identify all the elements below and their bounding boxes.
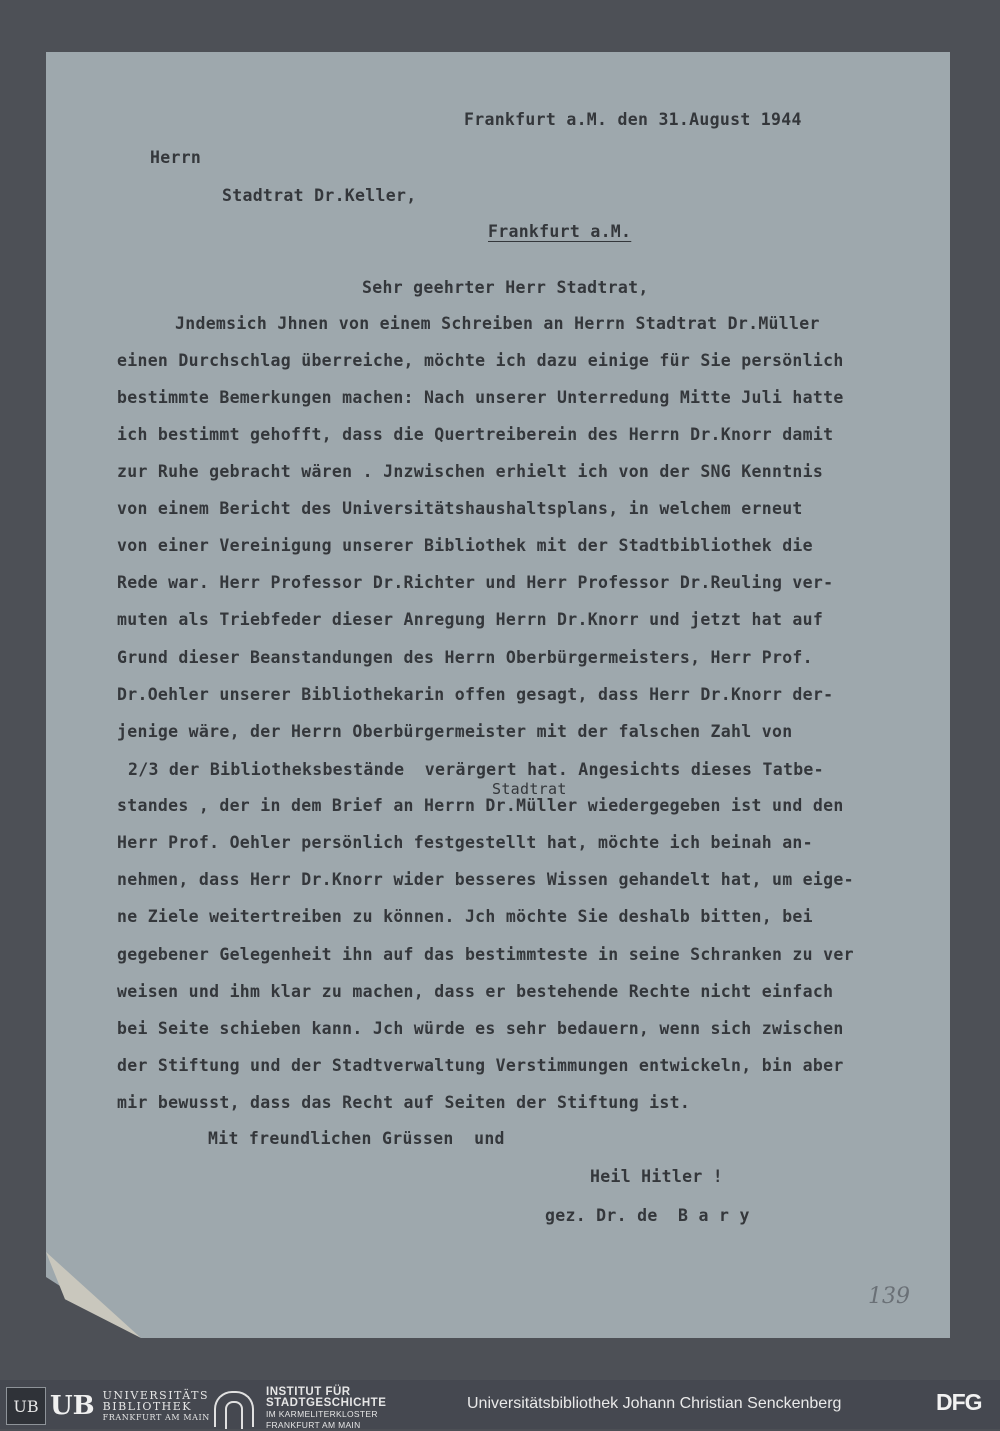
body-line: von einem Bericht des Universitätshaushaltsplans, in welchem erneut [117,499,803,518]
body-line: nehmen, dass Herr Dr.Knorr wider besseres Wissen gehandelt hat, um eige- [117,870,854,889]
pencil-folio-number: 139 [868,1284,910,1309]
dfg-logo[interactable]: DFG [936,1389,982,1415]
body-line: ne Ziele weitertreiben zu können. Jch möchte Sie deshalb bitten, bei [117,907,813,926]
recipient-salutation: Herrn [150,148,202,167]
body-line: einen Durchschlag überreiche, möchte ich dazu einige für Sie persönlich [117,351,844,370]
body-line: Rede war. Herr Professor Dr.Richter und Herr Professor Dr.Reuling ver- [117,573,834,592]
body-line: weisen und ihm klar zu machen, dass er bestehende Rechte nicht einfach [117,982,834,1001]
ifs-logo[interactable] [214,1387,386,1431]
body-line: standes , der in dem Brief an Herrn Dr.Müller wiedergegeben ist und den [117,796,844,815]
date-line: Frankfurt a.M. den 31.August 1944 [464,110,802,129]
body-line: mir bewusst, dass das Recht auf Seiten der Stiftung ist. [117,1093,691,1112]
signature: gez. Dr. de B a r y [545,1206,750,1225]
body-line: Jndemsich Jhnen von einem Schreiben an Herrn Stadtrat Dr.Müller [175,314,820,333]
body-line: bei Seite schieben kann. Jch würde es sehr bedauern, wenn sich zwischen [117,1019,844,1038]
ub-text [103,1390,210,1423]
interlinear-insert: Stadtrat [492,780,567,798]
ub-emblem-icon: UB [6,1387,46,1425]
closing-salute: Heil Hitler ! [590,1167,724,1186]
ifs-line-3: IM KARMELITERKLOSTER [266,1409,378,1419]
ub-wordmark: UB [50,1391,95,1421]
body-line: jenige wäre, der Herrn Oberbürgermeister mit der falschen Zahl von [117,722,793,741]
body-line: Herr Prof. Oehler persönlich festgestellt hat, möchte ich beinah an- [117,833,813,852]
body-line: der Stiftung und der Stadtverwaltung Verstimmungen entwickeln, bin aber [117,1056,844,1075]
body-line: 2/3 der Bibliotheksbestände verärgert hat. Angesichts dieses Tatbe- [128,760,824,779]
greeting: Sehr geehrter Herr Stadtrat, [362,278,649,297]
ub-logo[interactable] [6,1387,210,1425]
body-line: von einer Vereinigung unserer Bibliothek mit der Stadtbibliothek die [117,536,813,555]
body-line: gegebener Gelegenheit ihn auf das bestimmteste in seine Schranken zu ver [117,945,854,964]
body-line: Dr.Oehler unserer Bibliothekarin offen gesagt, dass Herr Dr.Knorr der- [117,685,834,704]
body-line: ich bestimmt gehofft, dass die Quertreiberein des Herrn Dr.Knorr damit [117,425,834,444]
recipient-city: Frankfurt a.M. [488,222,632,241]
body-line: bestimmte Bemerkungen machen: Nach unserer Unterredung Mitte Juli hatte [117,388,844,407]
ifs-text [266,1387,386,1431]
ub-line-1: UNIVERSITÄTS [102,1388,209,1402]
body-line: muten als Triebfeder dieser Anregung Herrn Dr.Knorr und jetzt hat auf [117,610,824,629]
ifs-line-1: INSTITUT FÜR [266,1386,351,1398]
body-line: Grund dieser Beanstandungen des Herrn Oberbürgermeisters, Herr Prof. [117,648,813,667]
arch-icon [214,1391,254,1427]
recipient-name: Stadtrat Dr.Keller, [222,186,417,205]
closing: Mit freundlichen Grüssen und [208,1129,505,1148]
ub-line-3: FRANKFURT AM MAIN [102,1412,210,1422]
ifs-line-2: STADTGESCHICHTE [266,1397,387,1409]
footer-library-name: Universitätsbibliothek Johann Christian Senckenberg [467,1395,842,1412]
ifs-line-4: FRANKFURT AM MAIN [266,1420,361,1430]
body-line: zur Ruhe gebracht wären . Jnzwischen erhielt ich von der SNG Kenntnis [117,462,824,481]
ub-line-2: BIBLIOTHEK [102,1399,193,1413]
